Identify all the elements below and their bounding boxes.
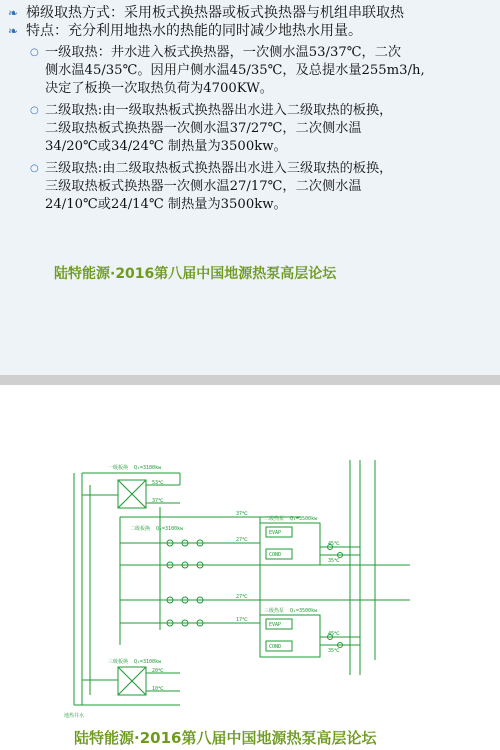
- label-temp: 35℃: [328, 558, 340, 564]
- bullet-icon: ❧: [8, 6, 19, 20]
- label-temp: 45℃: [328, 631, 340, 637]
- label-hx1-q: Q₁=3100kw: [134, 465, 162, 471]
- circle-bullet-icon: ○: [30, 47, 39, 58]
- slide-top: ❧ 梯级取热方式：采用板式换热器或板式换热器与机组串联取热 ❧ 特点：充分利用地热水的热能的同时减少地热水用量。 ○ 一级取热：井水进入板式换热器，一次侧水温53/37℃，二次 侧水温45/35℃。因用户侧水温45/35℃，及总提水量255m3/h, 决定了板换一次取热负荷为4700KW。 ○ 二级取热:由一级取热板式换热器出水进入二级取热的板换， 二级取热板式换热器一次侧水温37/27℃，二次侧水温 34/20℃或34/24℃ 制热量为3500kw。 ○ 三级取热:由二级取热板式换热器出水进入三级取热的板换， 三级取热板式换热器一次侧水温27/17℃，二次侧水温 24/10℃或24/14℃ 制热量为3500kw。 陆特能源·2016第八届中国地源热泵高层论坛: [0, 0, 500, 375]
- label-evap: EVAP: [269, 530, 282, 536]
- label-evap: EVAP: [269, 622, 282, 628]
- subitem-stage2: ○ 二级取热:由一级取热板式换热器出水进入二级取热的板换， 二级取热板式换热器一次侧水温37/27℃，二次侧水温 34/20℃或34/24℃ 制热量为3500kw。: [30, 103, 393, 154]
- label-hx3-q: Q₁=3100kw: [134, 659, 162, 665]
- subitem-stage3: ○ 三级取热:由二级取热板式换热器出水进入三级取热的板换， 三级取热板式换热器一次侧水温27/17℃，二次侧水温 24/10℃或24/14℃ 制热量为3500kw。: [30, 161, 393, 212]
- label-temp: 20℃: [152, 668, 164, 674]
- label-temp: 35℃: [328, 648, 340, 654]
- label-hx2: 二级板换: [130, 526, 151, 532]
- label-hp1: 二级热泵: [264, 516, 285, 522]
- slide-separator: [0, 375, 500, 385]
- circle-bullet-icon: ○: [30, 105, 39, 116]
- circle-bullet-icon: ○: [30, 163, 39, 174]
- heat-exchange-schematic: [60, 455, 480, 725]
- label-hx2-q: Q₁=3100kw: [156, 526, 184, 532]
- label-cond: COND: [269, 552, 282, 558]
- label-hp2: 三级热泵: [264, 608, 285, 614]
- label-temp: 27℃: [236, 594, 248, 600]
- label-temp: 17℃: [236, 617, 248, 623]
- label-temp: 27℃: [236, 537, 248, 543]
- label-temp: 45℃: [328, 541, 340, 547]
- subitem-stage1: ○ 一级取热：井水进入板式换热器，一次侧水温53/37℃，二次 侧水温45/35℃。因用户侧水温45/35℃，及总提水量255m3/h, 决定了板换一次取热负荷为4700KW。: [30, 45, 425, 96]
- label-hx3: 三级板换: [108, 659, 129, 665]
- label-temp: 37℃: [236, 511, 248, 517]
- label-hp2-q: Q₁=3500kw: [290, 608, 318, 614]
- label-hp1-q: Q₁=3500kw: [290, 516, 318, 522]
- label-temp: 10℃: [152, 686, 164, 692]
- label-cond: COND: [269, 644, 282, 650]
- slide-footer: 陆特能源·2016第八届中国地源热泵高层论坛: [54, 266, 337, 282]
- label-hx1: 一级板换: [108, 465, 129, 471]
- label-well: 地热井水: [64, 713, 85, 719]
- label-temp: 53℃: [152, 480, 164, 486]
- bullet-icon: ❧: [8, 24, 19, 38]
- label-temp: 37℃: [152, 498, 164, 504]
- slide-footer: 陆特能源·2016第八届中国地源热泵高层论坛: [74, 729, 377, 747]
